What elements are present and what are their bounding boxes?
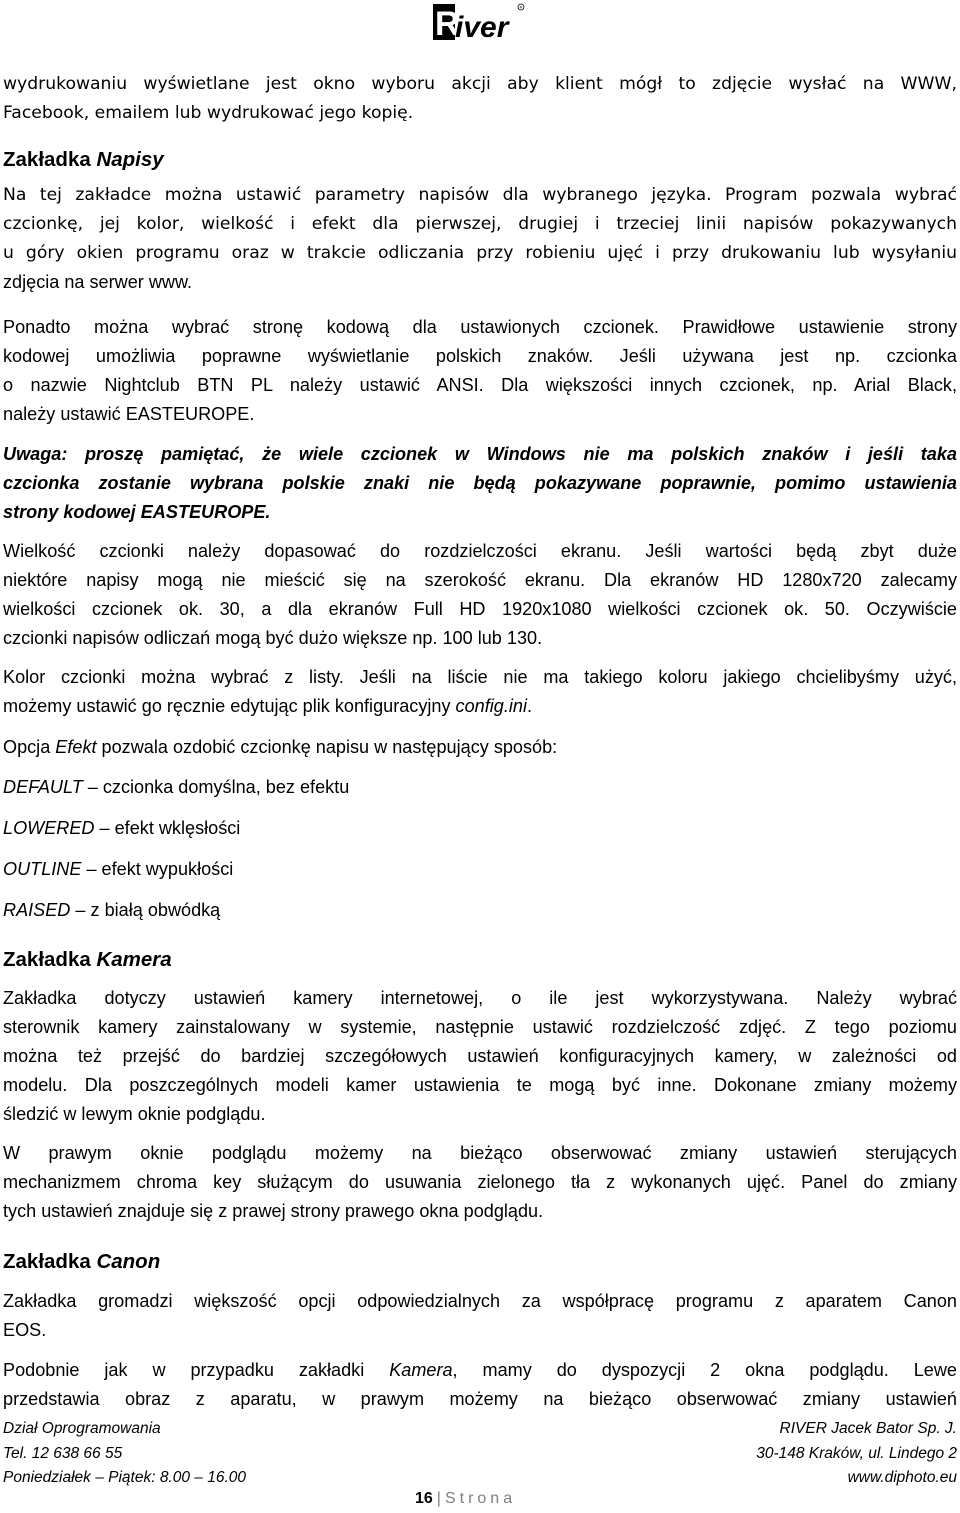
kamera-paragraph-2 <box>3 1139 957 1226</box>
footer-website[interactable]: www.diphoto.eu <box>847 1469 957 1486</box>
text-line: zdjęcia na serwer www. <box>3 271 193 292</box>
text-line: możemy ustawić go ręcznie edytując plik konfiguracyjny config.ini. <box>3 695 532 716</box>
section-heading-napisy: Zakładka Napisy <box>3 148 164 171</box>
effect-item <box>3 773 957 802</box>
page-footer <box>3 1417 957 1491</box>
page-number <box>415 1487 516 1511</box>
text-line: strony kodowej EASTEUROPE. <box>3 501 271 522</box>
footer-phone: Tel. 12 638 66 55 <box>3 1444 123 1462</box>
text-line: Uwaga: proszę pamiętać, że wiele czcionek w Windows nie ma polskich znaków i jeśli taka <box>3 444 957 464</box>
config-file-name: config.ini <box>455 695 527 716</box>
svg-text:R: R <box>519 4 523 10</box>
text-line: Wielkość czcionki należy dopasować do rozdzielczości ekranu. Jeśli wartości będą zbyt duże <box>3 541 957 561</box>
effect-name: OUTLINE <box>3 859 82 879</box>
text-line: czcionkę, jej kolor, wielkość i efekt dla pierwszej, drugiej i trzeciej linii napisów pokazywanych <box>3 213 957 234</box>
text-line: Kolor czcionki można wybrać z listy. Jeśli na liście nie ma takiego koloru jakiego chcielibyśmy użyć, <box>3 667 957 687</box>
svg-text:R: R <box>435 5 460 42</box>
footer-hours: Poniedziałek – Piątek: 8.00 – 16.00 <box>3 1469 247 1486</box>
text-line: kodowej umożliwia poprawne wyświetlanie polskich znaków. Jeśli używana jest np. czcionka <box>3 345 957 366</box>
text-line: wielkości czcionek ok. 30, a dla ekranów Full HD 1920x1080 wielkości czcionek ok. 50. Oczywiście <box>3 598 957 619</box>
text-line: Opcja Efekt pozwala ozdobić czcionkę napisu w następujący sposób: <box>3 737 558 757</box>
effect-desc: – czcionka domyślna, bez efektu <box>82 777 350 797</box>
canon-paragraph-1 <box>3 1287 957 1345</box>
text-line: sterownik kamery zainstalowany w systemie, następnie ustawić rozdzielczość zdjęć. Z tego poziomu <box>3 1016 957 1037</box>
footer-company: RIVER Jacek Bator Sp. J. <box>779 1420 957 1437</box>
effect-name: DEFAULT <box>3 777 83 797</box>
text-line: Na tej zakładce można ustawić parametry napisów dla wybranego języka. Program pozwala wybrać <box>3 185 957 205</box>
section-heading-kamera: Zakładka Kamera <box>3 948 172 971</box>
napisy-paragraph-5 <box>3 733 957 762</box>
text-line: u góry okien programu oraz w trakcie odliczania przy robieniu ujęć i przy drukowaniu lub wysyłaniu <box>3 242 957 263</box>
text-line: śledzić w lewym oknie podglądu. <box>3 1103 266 1124</box>
page-separator: | <box>436 1490 441 1507</box>
text-line: W prawym oknie podglądu możemy na bieżąco obserwować zmiany ustawień sterujących <box>3 1143 957 1163</box>
footer-address: 30-148 Kraków, ul. Lindego 2 <box>756 1444 957 1462</box>
text-line: niektóre napisy mogą nie mieścić się na szerokość ekranu. Dla ekranów HD 1280x720 zalecamy <box>3 569 957 590</box>
text-line: mechanizmem chroma key służącym do usuwania zielonego tła z wykonanych ujęć. Panel do zmiany <box>3 1171 957 1192</box>
intro-paragraph <box>3 70 957 128</box>
text-line: czcionka zostanie wybrana polskie znaki nie będą pokazywane poprawnie, pomimo ustawienia <box>3 472 957 493</box>
page-word: Strona <box>444 1490 517 1507</box>
text-line: należy ustawić EASTEUROPE. <box>3 403 255 424</box>
text-line: można też przejść do bardziej szczegółowych ustawień konfiguracyjnych kamery, w zależności od <box>3 1045 957 1066</box>
text-line: o nazwie Nightclub BTN PL należy ustawić ANSI. Dla większości innych czcionek, np. Arial Black, <box>3 374 957 395</box>
effect-name: LOWERED <box>3 818 95 838</box>
text-line: przedstawia obraz z aparatu, w prawym możemy na bieżąco obserwować zmiany ustawień <box>3 1388 957 1409</box>
text-line: wydrukowaniu wyświetlane jest okno wyboru akcji aby klient mógł to zdjęcie wysłać na WWW, <box>3 74 957 94</box>
canon-paragraph-2 <box>3 1356 957 1414</box>
text-line: Podobnie jak w przypadku zakładki Kamera, mamy do dyspozycji 2 okna podglądu. Lewe <box>3 1360 957 1380</box>
text-line: czcionki napisów odliczań mogą być dużo większe np. 100 lub 130. <box>3 627 543 648</box>
section-heading-canon: Zakładka Canon <box>3 1250 161 1273</box>
text-line: Facebook, emailem lub wydrukować jego kopię. <box>3 102 414 123</box>
effect-item <box>3 814 957 843</box>
svg-text:iver: iver <box>455 11 509 42</box>
text-line: Ponadto można wybrać stronę kodową dla ustawionych czcionek. Prawidłowe ustawienie strony <box>3 317 957 337</box>
napisy-paragraph-3 <box>3 537 957 653</box>
napisy-warning <box>3 440 957 527</box>
effect-item <box>3 896 957 925</box>
page-number-value: 16 <box>415 1490 433 1507</box>
kamera-paragraph-1 <box>3 984 957 1129</box>
napisy-paragraph-1 <box>3 181 957 297</box>
effect-name: RAISED <box>3 900 71 920</box>
effect-desc: – efekt wklęsłości <box>94 818 241 838</box>
napisy-paragraph-2 <box>3 313 957 429</box>
effect-item <box>3 855 957 884</box>
footer-department: Dział Oprogramowania <box>3 1420 161 1437</box>
text-line: tych ustawień znajduje się z prawej strony prawego okna podglądu. <box>3 1200 544 1221</box>
effect-desc: – efekt wypukłości <box>81 859 234 879</box>
text-line: Zakładka gromadzi większość opcji odpowiedzialnych za współpracę programu z aparatem Canon <box>3 1291 957 1311</box>
napisy-paragraph-4 <box>3 663 957 721</box>
text-line: modelu. Dla poszczególnych modeli kamer ustawienia te mogą być inne. Dokonane zmiany możemy <box>3 1074 957 1095</box>
text-line: Zakładka dotyczy ustawień kamery internetowej, o ile jest wykorzystywana. Należy wybrać <box>3 988 957 1008</box>
effect-desc: – z białą obwódką <box>70 900 221 920</box>
text-line: EOS. <box>3 1319 47 1340</box>
river-logo <box>432 2 526 42</box>
